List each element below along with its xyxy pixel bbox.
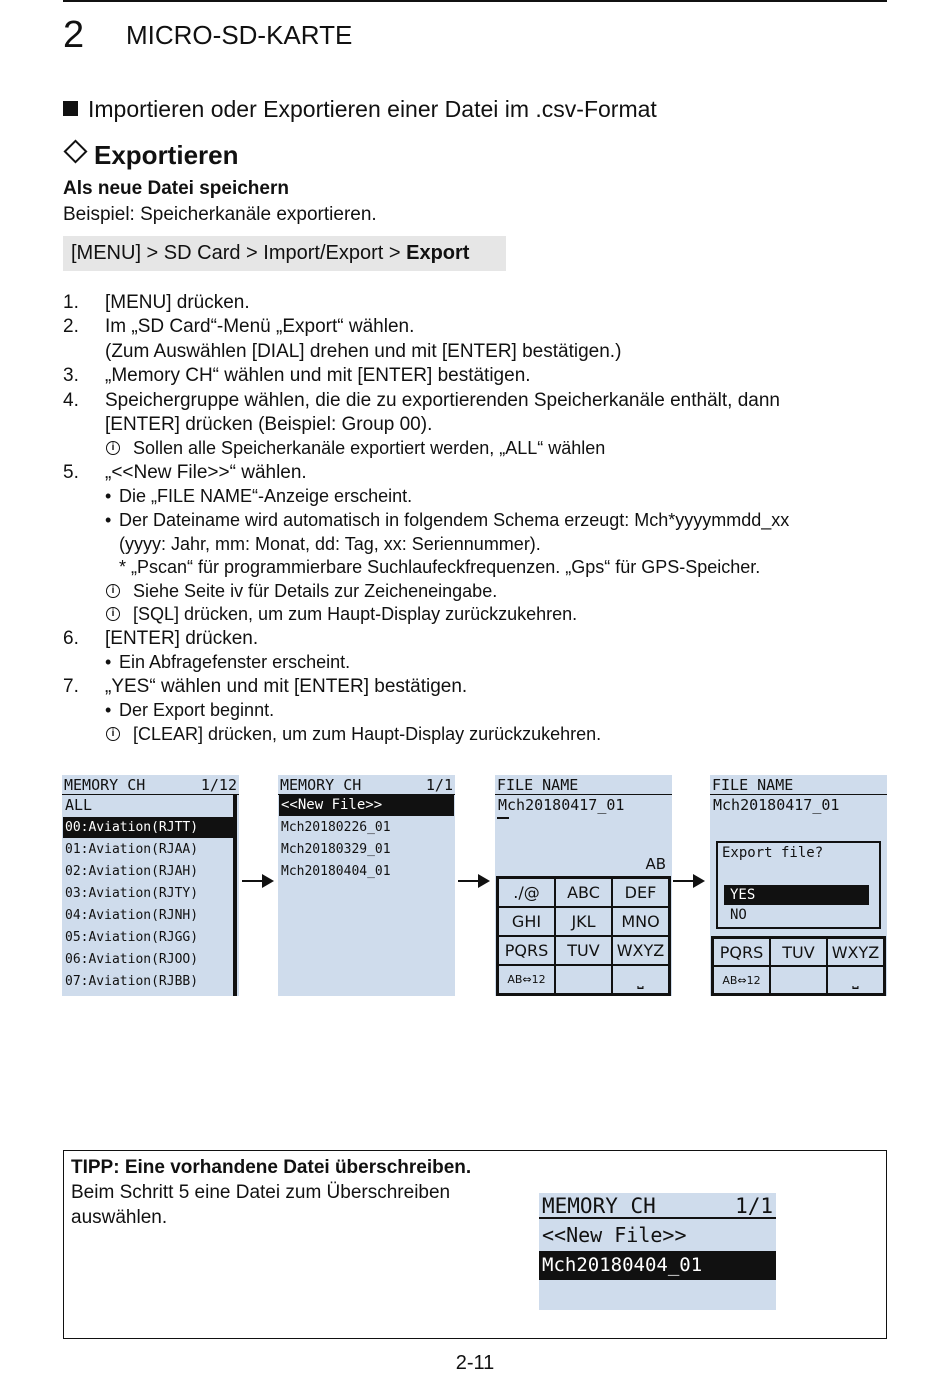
bullet-icon: • [105, 652, 112, 673]
dialog-title: Export file? [722, 845, 824, 861]
no-option[interactable]: NO [730, 907, 747, 923]
menu-path [63, 236, 506, 271]
list-item: 01:Aviation(RJAA) [65, 842, 199, 857]
key-button[interactable]: WXYZ [827, 938, 884, 966]
step-5 [63, 461, 893, 485]
list-item: 03:Aviation(RJTY) [65, 886, 199, 901]
step-7 [63, 675, 893, 699]
key-button[interactable]: DEF [612, 878, 669, 907]
step-7-info [63, 723, 893, 747]
screen-title: MEMORY CH [542, 1194, 656, 1218]
key-button[interactable]: MNO [612, 907, 669, 936]
example-text: Beispiel: Speicherkanäle exportieren. [63, 204, 377, 225]
step-text: Im „SD Card“-Menü „Export“ wählen. [105, 316, 415, 338]
step-4 [63, 389, 893, 413]
page-number: 2-11 [455, 1352, 495, 1374]
list-item: 07:Aviation(RJBB) [65, 974, 199, 989]
list-item: 05:Aviation(RJGG) [65, 930, 199, 945]
key-button[interactable]: ./@ [498, 878, 555, 907]
step-4-cont [63, 413, 893, 437]
square-bullet-icon [63, 101, 78, 116]
arrow-right-icon [458, 880, 488, 882]
step-1 [63, 291, 893, 315]
tip-screen [539, 1193, 776, 1310]
step-num: 1. [63, 292, 79, 313]
info-icon: i [106, 441, 120, 455]
arrow-right-icon [673, 880, 703, 882]
step-num: 2. [63, 316, 79, 338]
key-button[interactable]: PQRS [713, 938, 770, 966]
screen-header [495, 775, 672, 795]
bullet-text: Ein Abfragefenster erscheint. [119, 652, 351, 673]
tip-title: TIPP: Eine vorhandene Datei überschreiben. [71, 1157, 472, 1178]
key-space-button[interactable]: ⎵ [827, 966, 884, 994]
bullet-icon: • [105, 510, 112, 531]
screen-header [278, 775, 455, 795]
step-3 [63, 364, 893, 388]
bullet-text: (yyyy: Jahr, mm: Monat, dd: Tag, xx: Seriennummer). [119, 533, 541, 554]
step-num: 4. [63, 389, 79, 411]
key-button[interactable]: JKL [555, 907, 612, 936]
screen-title: FILE NAME [712, 776, 794, 794]
bullet-icon: • [105, 700, 112, 721]
info-text: Siehe Seite iv für Details zur Zeicheneingabe. [133, 580, 498, 601]
heading: Als neue Datei speichern [63, 178, 289, 199]
keypad [711, 936, 886, 996]
info-text: [SQL] drücken, um zum Haupt-Display zurückzukehren. [133, 604, 578, 625]
screen-memory-ch-groups [62, 775, 239, 996]
subsection-title-text: Exportieren [94, 140, 239, 170]
step-num: 3. [63, 365, 79, 387]
footnote-text: * „Pscan“ für programmierbare Suchlaufeckfrequenzen. „Gps“ für GPS-Speicher. [119, 557, 761, 578]
bullet-text: Der Dateiname wird automatisch in folgendem Schema erzeugt: Mch*yyyymmdd_xx [119, 510, 790, 531]
list-item: 02:Aviation(RJAH) [65, 864, 199, 879]
key-button[interactable]: WXYZ [612, 936, 669, 965]
section-title-text: Importieren oder Exportieren einer Datei im .csv-Format [88, 96, 657, 122]
info-text: [CLEAR] drücken, um zum Haupt-Display zurückzukehren. [133, 724, 602, 744]
step-5-info-1 [63, 580, 893, 604]
menu-path-prefix: [MENU] > SD Card > Import/Export > [71, 242, 407, 264]
chapter-title: MICRO-SD-KARTE [126, 20, 353, 50]
key-button[interactable]: PQRS [498, 936, 555, 965]
file-name-value: Mch20180417_01 [713, 796, 840, 814]
key-button[interactable]: ABC [555, 878, 612, 907]
step-5-info-2 [63, 603, 893, 627]
list-item: Mch20180404_01 [281, 864, 391, 879]
key-mode-button[interactable]: AB⇔12 [498, 965, 555, 994]
key-button[interactable]: TUV [555, 936, 612, 965]
step-7-bullet [63, 699, 893, 723]
cursor [497, 817, 509, 819]
step-num: 5. [63, 462, 79, 484]
list-item: ALL [65, 796, 93, 814]
step-text: Speichergruppe wählen, die die zu exportierenden Speicherkanäle enthält, dann [105, 389, 780, 411]
step-text: „YES“ wählen und mit [ENTER] bestätigen. [105, 676, 468, 697]
step-5-bullet-2-cont [63, 533, 893, 557]
step-text: (Zum Auswählen [DIAL] drehen und mit [ENTER] bestätigen.) [105, 340, 622, 362]
step-text: [ENTER] drücken. [105, 628, 259, 649]
diamond-icon [63, 139, 87, 163]
subsection-title [63, 140, 239, 171]
info-icon: i [106, 607, 120, 621]
arrow-right-icon [242, 880, 272, 882]
key-mode-button[interactable]: AB⇔12 [713, 966, 770, 994]
section-title [63, 96, 657, 123]
list-item: Mch20180329_01 [281, 842, 391, 857]
step-2 [63, 315, 893, 339]
scrollbar [233, 795, 237, 996]
bullet-text: Der Export beginnt. [119, 700, 275, 721]
step-2-cont [63, 340, 893, 364]
list-item: Mch20180226_01 [281, 820, 391, 835]
list-item: 04:Aviation(RJNH) [65, 908, 199, 923]
yes-option[interactable]: YES [724, 885, 869, 905]
input-mode: AB [645, 855, 666, 873]
step-4-info [63, 437, 893, 461]
step-text: „Memory CH“ wählen und mit [ENTER] bestätigen. [105, 365, 531, 387]
screen-page: 1/1 [735, 1194, 773, 1218]
screen-title: MEMORY CH [64, 776, 146, 794]
step-num: 7. [63, 676, 79, 697]
screen-header [539, 1193, 776, 1219]
info-icon: i [106, 584, 120, 598]
step-5-footnote [63, 556, 893, 580]
chapter-number: 2 [63, 14, 85, 56]
list-item-selected: Mch20180404_01 [539, 1251, 776, 1280]
top-rule [63, 0, 887, 2]
key-button[interactable]: GHI [498, 907, 555, 936]
screen-header [62, 775, 239, 795]
step-num: 6. [63, 628, 79, 649]
step-text: [ENTER] drücken (Beispiel: Group 00). [105, 414, 433, 436]
list-item-selected: 00:Aviation(RJTT) [63, 817, 233, 838]
tip-line-2: auswählen. [71, 1207, 168, 1228]
key-space-button[interactable]: ⎵ [612, 965, 669, 994]
step-6 [63, 627, 893, 651]
step-6-bullet [63, 651, 893, 675]
info-text: Sollen alle Speicherkanäle exportiert werden, „ALL“ wählen [133, 438, 606, 459]
steps-list [63, 291, 893, 747]
screen-header [710, 775, 887, 795]
step-5-bullet-2 [63, 509, 893, 533]
screen-memory-ch-files [278, 775, 455, 996]
key-button[interactable] [555, 965, 612, 994]
info-icon: i [106, 727, 120, 741]
screen-page: 1/12 [200, 776, 237, 794]
screen-file-name-input [495, 775, 672, 996]
list-item-selected: <<New File>> [279, 795, 454, 816]
step-5-bullet-1 [63, 485, 893, 509]
screen-title: MEMORY CH [280, 776, 362, 794]
bullet-icon: • [105, 486, 112, 507]
list-item: 06:Aviation(RJOO) [65, 952, 199, 967]
screen-page: 1/1 [425, 776, 453, 794]
key-button[interactable]: TUV [770, 938, 827, 966]
list-item: <<New File>> [542, 1223, 687, 1247]
key-button[interactable] [770, 966, 827, 994]
screen-title: FILE NAME [497, 776, 579, 794]
keypad [496, 876, 671, 996]
export-dialog [716, 841, 881, 929]
file-name-value: Mch20180417_01 [498, 796, 625, 814]
bullet-text: Die „FILE NAME“-Anzeige erscheint. [119, 486, 413, 507]
screen-export-confirm [710, 775, 887, 996]
step-text: „<<New File>>“ wählen. [105, 462, 307, 484]
step-text: [MENU] drücken. [105, 292, 250, 313]
tip-line-1: Beim Schritt 5 eine Datei zum Überschreiben [71, 1182, 451, 1203]
tip-box [63, 1150, 887, 1339]
menu-path-bold: Export [406, 242, 470, 264]
